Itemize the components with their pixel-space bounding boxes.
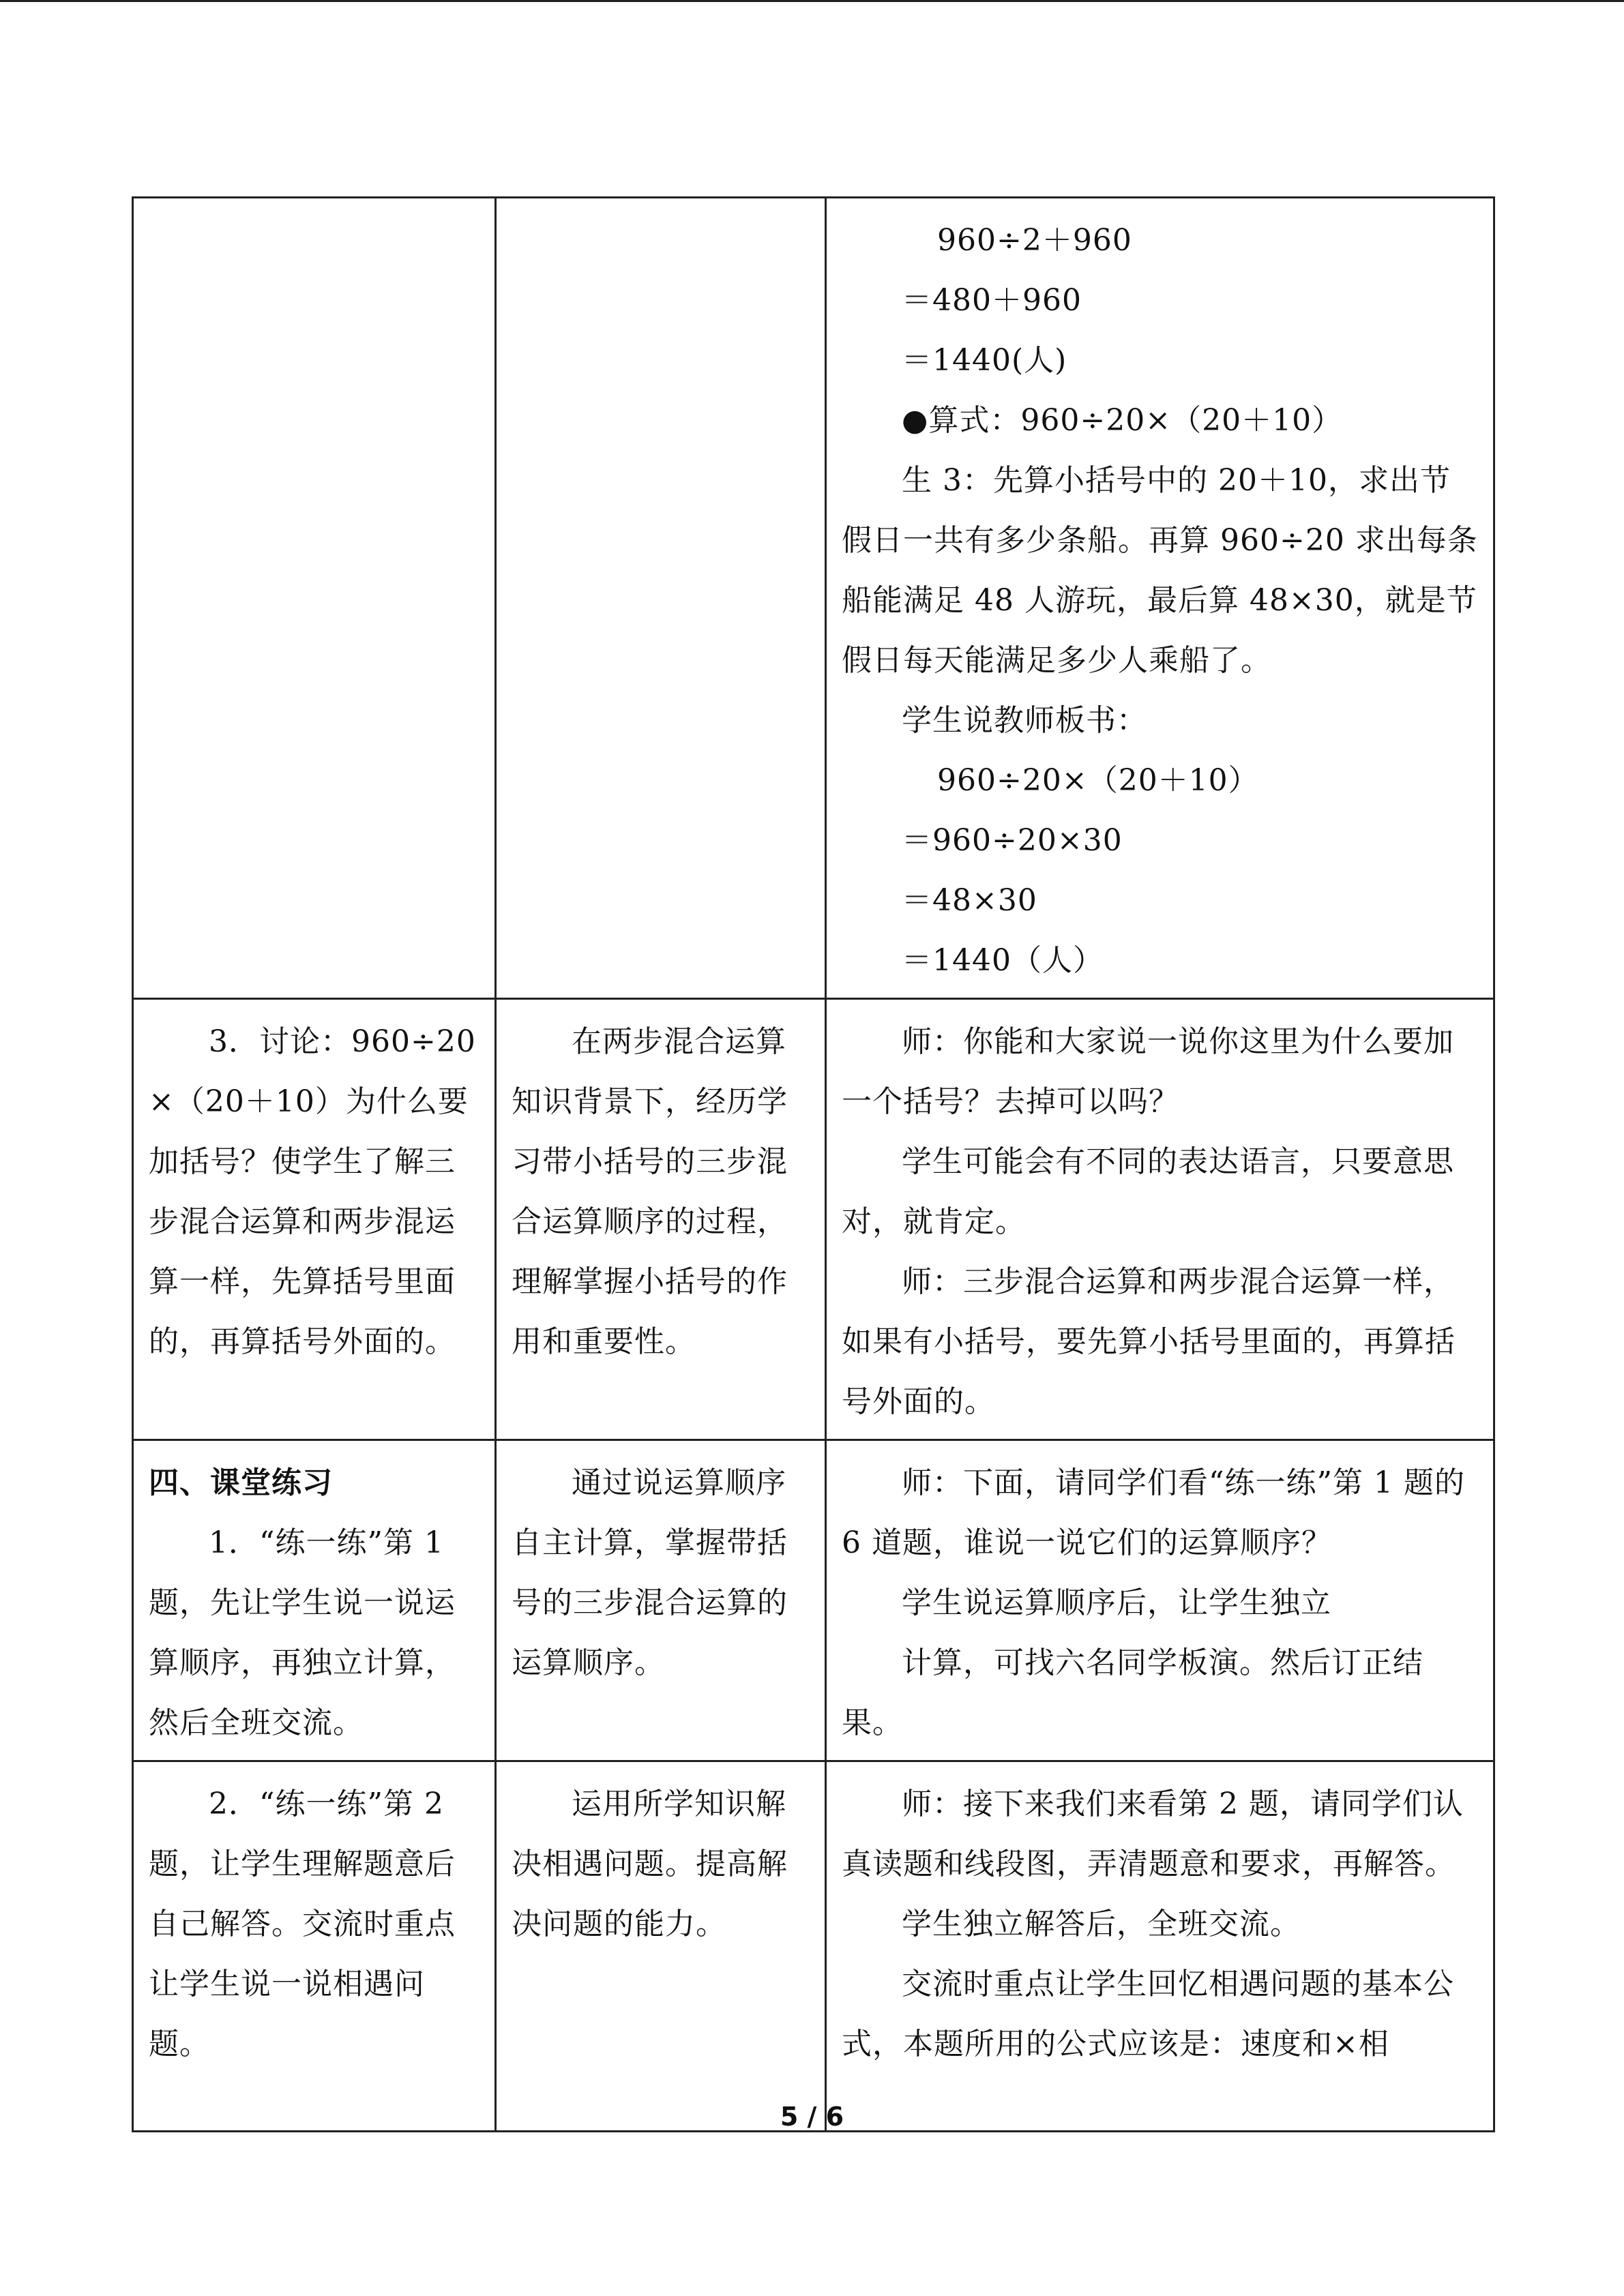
- table-row: [133, 999, 1494, 1440]
- intent-paragraph: 通过说运算顺序自主计算，掌握带括号的三步混合运算的运算顺序。: [512, 1465, 788, 1680]
- equation-line: 960÷2＋960: [937, 223, 1132, 258]
- design-intent-cell: [496, 1440, 826, 1761]
- student-answer-paragraph: 生 3：先算小括号中的 20＋10，求出节假日一共有多少条船。再算 960÷20 求出每条船能满足 48 人游玩，最后算 48×30，就是节假日每天能满足多少人乘船了。: [842, 463, 1478, 678]
- design-intent-cell: [496, 198, 826, 999]
- intent-paragraph: 运用所学知识解决相遇问题。提高解决问题的能力。: [512, 1787, 788, 1941]
- top-border-line: [0, 0, 1624, 2]
- design-intent-cell: [496, 1761, 826, 2132]
- teaching-process-cell: [826, 198, 1494, 999]
- teaching-content-cell: [133, 999, 496, 1440]
- equation-line: ＝48×30: [902, 883, 1037, 918]
- page-number: 5 / 6: [780, 2102, 844, 2132]
- teaching-process-cell: [826, 1761, 1494, 2132]
- table-row: [133, 1761, 1494, 2132]
- content-paragraph: 1．“练一练”第 1 题，先让学生说一说运算顺序，再独立计算，然后全班交流。: [149, 1525, 456, 1740]
- process-paragraph: 师：你能和大家说一说你这里为什么要加一个括号？去掉可以吗？: [842, 1024, 1454, 1119]
- board-writing-label: 学生说教师板书：: [902, 703, 1147, 738]
- process-paragraph: 交流时重点让学生回忆相遇问题的基本公式，本题所用的公式应该是：速度和×相: [842, 1967, 1454, 2061]
- teaching-content-cell: [133, 1440, 496, 1761]
- equation-line: ＝960÷20×30: [902, 823, 1123, 858]
- teaching-content-cell: [133, 198, 496, 999]
- equation-line: 960÷20×（20＋10）: [937, 763, 1259, 798]
- design-intent-cell: [496, 999, 826, 1440]
- teaching-process-cell: [826, 1440, 1494, 1761]
- section-heading: 四、课堂练习: [149, 1465, 333, 1500]
- lesson-plan-table: [132, 196, 1495, 2132]
- teaching-process-cell: [826, 999, 1494, 1440]
- process-paragraph: 学生可能会有不同的表达语言，只要意思对，就肯定。: [842, 1144, 1454, 1239]
- process-paragraph: 师：接下来我们来看第 2 题，请同学们认真读题和线段图，弄清题意和要求，再解答。: [842, 1787, 1464, 1881]
- equation-line: ＝1440（人）: [902, 943, 1104, 978]
- formula-line: ●算式：960÷20×（20＋10）: [902, 403, 1343, 438]
- teaching-content-cell: [133, 1761, 496, 2132]
- content-paragraph: 3．讨论：960÷20×（20＋10）为什么要加括号？使学生了解三步混合运算和两步混运算一样，先算括号里面的，再算括号外面的。: [149, 1024, 476, 1359]
- process-paragraph: 师：三步混合运算和两步混合运算一样，如果有小括号，要先算小括号里面的，再算括号外面的。: [842, 1264, 1456, 1419]
- process-paragraph: 学生说运算顺序后，让学生独立: [902, 1585, 1331, 1620]
- content-paragraph: 2．“练一练”第 2 题，让学生理解题意后自己解答。交流时重点让学生说一说相遇问题。: [149, 1787, 456, 2061]
- equation-line: ＝1440(人): [902, 343, 1067, 378]
- process-paragraph: 计算，可找六名同学板演。然后订正结果。: [842, 1645, 1423, 1740]
- process-paragraph: 学生独立解答后，全班交流。: [902, 1907, 1301, 1941]
- process-paragraph: 师：下面，请同学们看“练一练”第 1 题的 6 道题，谁说一说它们的运算顺序？: [842, 1465, 1465, 1560]
- table-row: [133, 198, 1494, 999]
- table-row: [133, 1440, 1494, 1761]
- equation-line: ＝480＋960: [902, 283, 1082, 318]
- intent-paragraph: 在两步混合运算知识背景下，经历学习带小括号的三步混合运算顺序的过程，理解掌握小括号的作用和重要性。: [512, 1024, 788, 1359]
